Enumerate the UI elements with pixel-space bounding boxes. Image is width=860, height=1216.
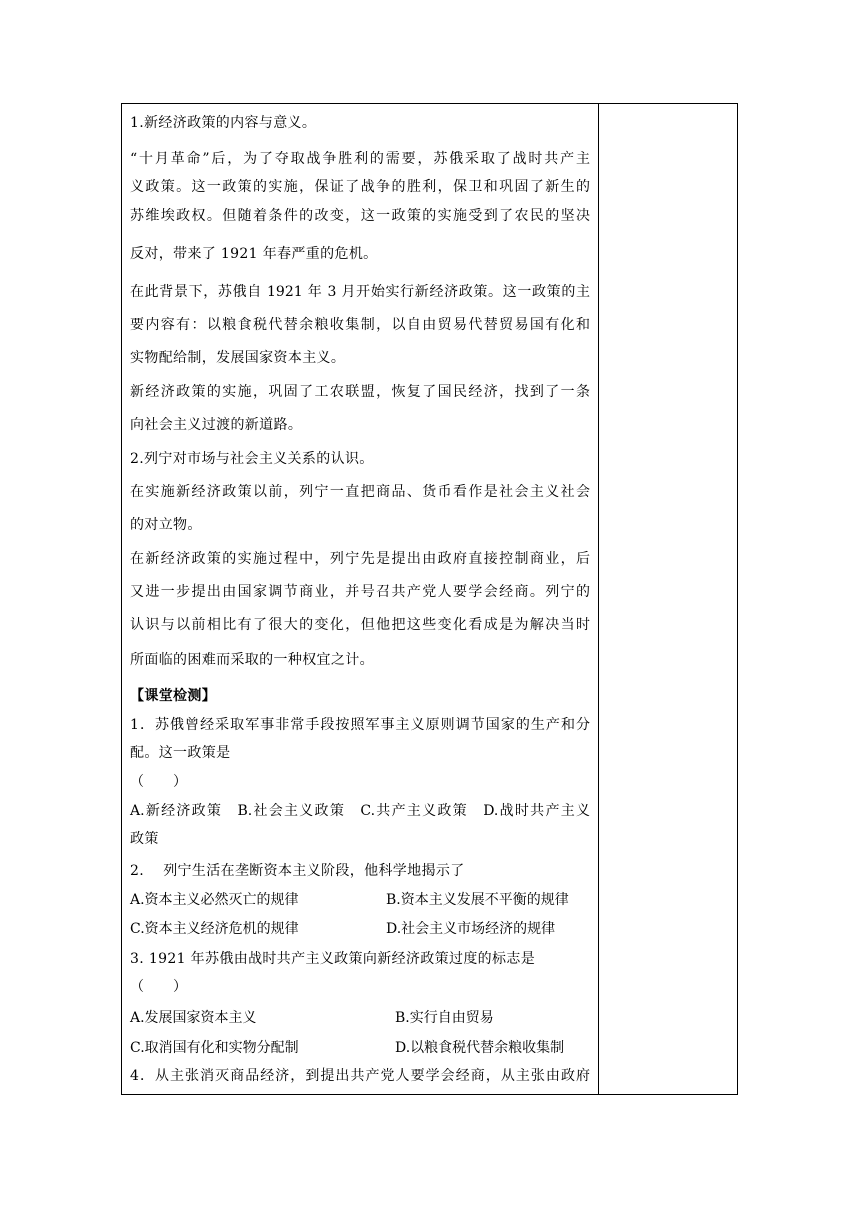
quiz-q2-option-d: D.社会主义市场经济的规律 <box>386 921 556 937</box>
quiz-q1-options-line1: A.新经济政策 B.社会主义政策 C.共产主义政策 D.战时共产主义 <box>130 803 590 819</box>
section2-p2-line1: 在新经济政策的实施过程中，列宁先是提出由政府直接控制商业，后 <box>130 551 590 567</box>
section2-title: 2.列宁对市场与社会主义关系的认识。 <box>130 451 374 467</box>
quiz-q2-option-b: B.资本主义发展不平衡的规律 <box>386 892 569 908</box>
quiz-heading: 【课堂检测】 <box>130 688 217 704</box>
quiz-q1-line2: 配。这一政策是 <box>130 745 231 761</box>
section2-p2-line4: 所面临的困难而采取的一种权宜之计。 <box>130 652 374 668</box>
section2-p2-line2: 又进一步提出由国家调节商业，并号召共产党人要学会经商。列宁的 <box>130 584 590 600</box>
section2-p2-line3: 认识与以前相比有了很大的变化，但他把这些变化看成是为解决当时 <box>130 617 590 633</box>
section2-p1-line2: 的对立物。 <box>130 517 202 533</box>
quiz-q2-option-c: C.资本主义经济危机的规律 <box>130 921 299 937</box>
quiz-q1-bracket: （ ） <box>130 774 188 790</box>
section1-p1-line2: 义政策。这一政策的实施，保证了战争的胜利，保卫和巩固了新生的 <box>130 179 590 195</box>
section1-title: 1.新经济政策的内容与意义。 <box>130 115 317 131</box>
quiz-q1-line1: 1．苏俄曾经采取军事非常手段按照军事主义原则调节国家的生产和分 <box>130 717 590 733</box>
section1-p1-line3: 苏维埃政权。但随着条件的改变，这一政策的实施受到了农民的坚决 <box>130 208 590 224</box>
section1-p1-line1: “十月革命”后，为了夺取战争胜利的需要，苏俄采取了战时共产主 <box>130 151 590 167</box>
quiz-q4-stem: 4．从主张消灭商品经济，到提出共产党人要学会经商，从主张由政府 <box>130 1068 590 1084</box>
quiz-q2-option-a: A.资本主义必然灭亡的规律 <box>130 892 299 908</box>
section2-p1-line1: 在实施新经济政策以前，列宁一直把商品、货币看作是社会主义社会 <box>130 484 590 500</box>
section1-p3-line2: 向社会主义过渡的新道路。 <box>130 417 303 433</box>
section1-p2-line2: 要内容有：以粮食税代替余粮收集制，以自由贸易代替贸易国有化和 <box>130 317 590 333</box>
quiz-q3-option-c: C.取消国有化和实物分配制 <box>130 1040 299 1056</box>
section1-p2-line1: 在此背景下，苏俄自 1921 年 3 月开始实行新经济政策。这一政策的主 <box>130 284 590 300</box>
section1-p1-line4: 反对，带来了 1921 年春严重的危机。 <box>130 246 378 262</box>
quiz-q3-option-d: D.以粮食税代替余粮收集制 <box>395 1040 565 1056</box>
quiz-q3-option-b: B.实行自由贸易 <box>395 1010 494 1026</box>
table-column-divider <box>598 103 599 1095</box>
quiz-q3-option-a: A.发展国家资本主义 <box>130 1010 257 1026</box>
quiz-q2-stem: 2. 列宁生活在垄断资本主义阶段，他科学地揭示了 <box>130 863 465 879</box>
quiz-q3-bracket: （ ） <box>130 979 188 995</box>
section1-p3-line1: 新经济政策的实施，巩固了工农联盟，恢复了国民经济，找到了一条 <box>130 384 590 400</box>
quiz-q3-stem: 3. 1921 年苏俄由战时共产主义政策向新经济政策过度的标志是 <box>130 951 536 967</box>
section1-p2-line3: 实物配给制，发展国家资本主义。 <box>130 350 346 366</box>
quiz-q1-options-line2: 政策 <box>130 831 159 847</box>
